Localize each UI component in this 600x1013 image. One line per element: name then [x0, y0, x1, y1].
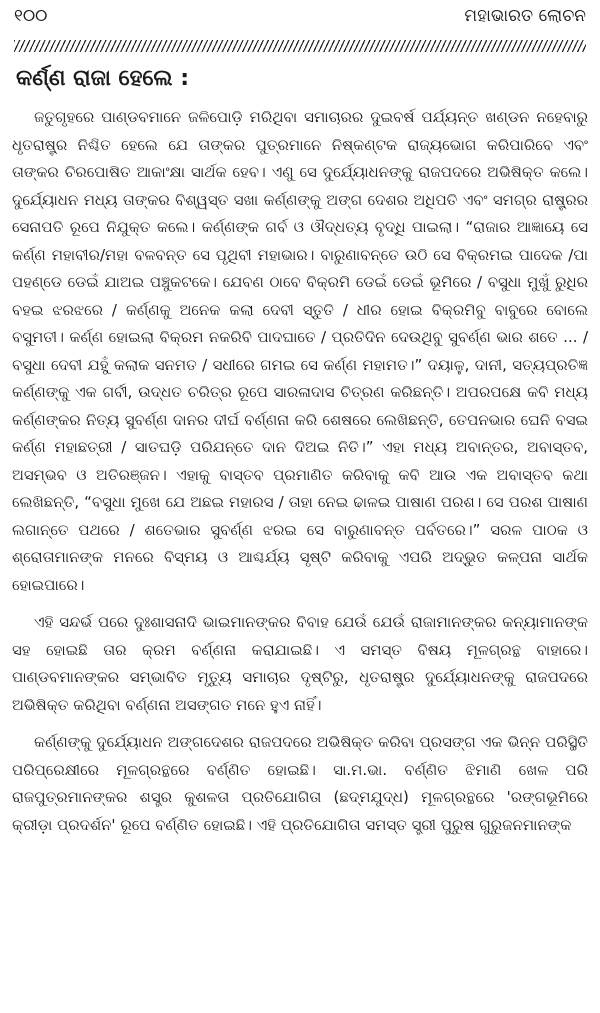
paragraph: କର୍ଣ୍ଣଙ୍କୁ ଦୁର୍ଯ୍ୟୋଧନ ଅଙ୍ଗଦେଶର ରାଜପଦରେ ଅଭିଷିକ୍ତ କରିବା ପ୍ରସଙ୍ଗ ଏକ ଭିନ୍ନ ପରିସ୍ଥିତି ପରିପ୍ରେକ୍ଷୀରେ ମୂଳଗ୍ରନ୍ଥରେ ବର୍ଣ୍ଣିତ ହୋଇଛି। ସା.ମ.ଭା. ବର୍ଣ୍ଣିତ ଝିମାଣି ଖେଳ ପରି ରାଜପୁତ୍ରମାନଙ୍କର ଶସ୍ତ୍ର କୁଶଳତା ପ୍ରତିଯୋଗିତା (ଛଦ୍ମଯୁଦ୍ଧ) ମୂଳଗ୍ରନ୍ଥରେ 'ରଙ୍ଗଭୂମିରେ କ୍ରୀଡ଼ା ପ୍ରଦର୍ଶନ' ରୂପେ ବର୍ଣ୍ଣିତ ହୋଇଛି। ଏହି ପ୍ରତିଯୋଗିତା ସମସ୍ତ ସ୍ତ୍ରୀ ପୁରୁଷ ଗୁରୁଜନମାନଙ୍କ [12, 733, 588, 834]
paragraph: ଏହି ସନ୍ଦର୍ଭ ପରେ ଦୁଃଶାସନାଦି ଭାଇମାନଙ୍କର ବିବାହ ଯେଉଁ ଯେଉଁ ରାଜାମାନଙ୍କର କନ୍ୟାମାନଙ୍କ ସହ ହୋଇଛି ତାର କ୍ରମ ବର୍ଣ୍ଣନା କରାଯାଇଛି। ଏ ସମସ୍ତ ବିଷୟ ମୂଳଗ୍ରନ୍ଥ ବାହାରେ। ପାଣ୍ଡବମାନଙ୍କର ସମ୍ଭାବିତ ମୃତ୍ୟୁ ସମାଚାର ଦୃଷ୍ଟିରୁ, ଧୃତରାଷ୍ଟ୍ର ଦୁର୍ଯ୍ୟୋଧନଙ୍କୁ ରାଜପଦରେ ଅଭିଷିକ୍ତ କରିଥିବା ବର୍ଣ୍ଣନା ଅସଙ୍ଗତ ମନେ ହୁଏ ନାହିଁ। [12, 613, 588, 714]
page-header [14, 6, 586, 32]
page-number: ୧୦୦ [14, 6, 48, 26]
running-title: ମହାଭାରତ ଲୋଚନ [464, 6, 586, 26]
paragraph: ଜତୁଗୃହରେ ପାଣ୍ଡବମାନେ ଜଳିପୋଡ଼ି ମରିଥିବା ସମାଚାରର ଦୁଇବର୍ଷ ପର୍ଯ୍ୟନ୍ତ ଖଣ୍ଡନ ନହେବାରୁ ଧୃତରାଷ୍ଟ୍ର ନିଶ୍ଚିତ ହେଲେ ଯେ ତାଙ୍କର ପୁତ୍ରମାନେ ନିଷ୍କଣ୍ଟକ ରାଜ୍ୟଭୋଗ କରିପାରିବେ ଏବଂ ତାଙ୍କର ଚିରପୋଷିତ ଆକାଂକ୍ଷା ସାର୍ଥକ ହେବ। ଏଣୁ ସେ ଦୁର୍ଯ୍ୟୋଧନଙ୍କୁ ରାଜପଦରେ ଅଭିଷିକ୍ତ କଲେ। ଦୁର୍ଯ୍ୟୋଧନ ମଧ୍ୟ ତାଙ୍କର ବିଶ୍ୱସ୍ତ ସଖା କର୍ଣ୍ଣଙ୍କୁ ଅଙ୍ଗ ଦେଶର ଅଧିପତି ଏବଂ ସମଗ୍ର ରାଷ୍ଟ୍ରର ସେନାପତି ରୂପେ ନିଯୁକ୍ତ କଲେ। କର୍ଣ୍ଣଙ୍କ ଗର୍ବ ଓ ଔଦ୍ଧତ୍ୟ ବୃଦ୍ଧି ପାଇଲା। “ରାଜାର ଆଜ୍ଞାୟେ ସେ କର୍ଣ୍ଣ ମହାବୀର/ମହା ବଳବନ୍ତ ସେ ପୃଥିବୀ ମହାଭାର। ବାରୁଣାବନ୍ତେ ଉଠି ସେ ବିକ୍ରମଇ ପାଦେକ /ପା ପହଣ୍ଡେ ଡେଇଁ ଯାଅଇ ପଞ୍ଚୁକଟକେ। ଯେବଣ ଠାବେ ବିକ୍ରମି ଡେଇଁ ଡେଇଁ ଭୂମିରେ / ବସୁଧା ମୁଖୁଁ ରୁଧିର ବହଇ ଝରଝରେ / କର୍ଣ୍ଣକୁ ଅନେକ କଲା ଦେବୀ ସ୍ତୁତି / ଧୀର ହୋଇ ବିକ୍ରମିବୁ ବାବୁରେ ବୋଲେ ବସୁମତୀ। କର୍ଣ୍ଣ ହୋଇଲା ବିକ୍ରମ ନକରିବି ପାଦଘାତେ / ପ୍ରତିଦିନ ଦେଉଥିବୁ ସୁବର୍ଣ୍ଣ ଭାର ଶତେ ... / ବସୁଧା ଦେବୀ ଯହୁଁ କଲାକ ସନମତ / ସଧୀରେ ଗମଇ ସେ କର୍ଣ୍ଣ ମହାମତ।” ଦୟାଳୁ, ଦାନୀ, ସତ୍ୟପ୍ରତିଜ୍ଞ କର୍ଣ୍ଣଙ୍କୁ ଏକ ଗର୍ବୀ, ଉଦ୍ଧତ ଚରିତ୍ର ରୂପେ ସାରଳାଦାସ ଚିତ୍ରଣ କରିଛନ୍ତି। ଅପରପକ୍ଷେ କବି ମଧ୍ୟ କର୍ଣ୍ଣଙ୍କର ନିତ୍ୟ ସୁବର୍ଣ୍ଣ ଦାନର ଦୀର୍ଘ ବର୍ଣ୍ଣନା କରି ଶେଷରେ ଲେଖିଛନ୍ତି, ତେପନଭାର ଘେନି ବସଇ କର୍ଣ୍ଣ ମହାଛତ୍ରୀ / ସାତଘଡ଼ି ପରିଯନ୍ତେ ଦାନ ଦିଅଇ ନିତି।” ଏହା ମଧ୍ୟ ଅବାନ୍ତର, ଅବାସ୍ତବ, ଅସମ୍ଭବ ଓ ଅତିରଞ୍ଜନ। ଏହାକୁ ବାସ୍ତବ ପ୍ରମାଣିତ କରିବାକୁ କବି ଆଉ ଏକ ଅବାସ୍ତବ କଥା ଲେଖିଛନ୍ତି, “ବସୁଧା ମୁଖେ ଯେ ଅଛଇ ମହାରସ / ତାହା ନେଇ ଢାଳଇ ପାଷାଣ ପରଶ। ସେ ପରଶ ପାଷାଣ ଲଗାନ୍ତେ ପଥରେ / ଶତେଭାର ସୁବର୍ଣ୍ଣ ଝରଇ ସେ ବାରୁଣାବନ୍ତ ପର୍ବତରେ।” ସରଳ ପାଠକ ଓ ଶ୍ରୋତାମାନଙ୍କ ମନରେ ବିସ୍ମୟ ଓ ଆଶ୍ଚର୍ଯ୍ୟ ସୃଷ୍ଟି କରିବାକୁ ଏପରି ଅଦ୍ଭୁତ କଳ୍ପନା ସାର୍ଥକ ହୋଇପାରେ। [12, 108, 588, 594]
body-text [12, 104, 588, 839]
header-rule [14, 40, 586, 52]
section-heading: କର୍ଣ୍ଣ ରାଜା ହେଲେ : [16, 66, 190, 91]
